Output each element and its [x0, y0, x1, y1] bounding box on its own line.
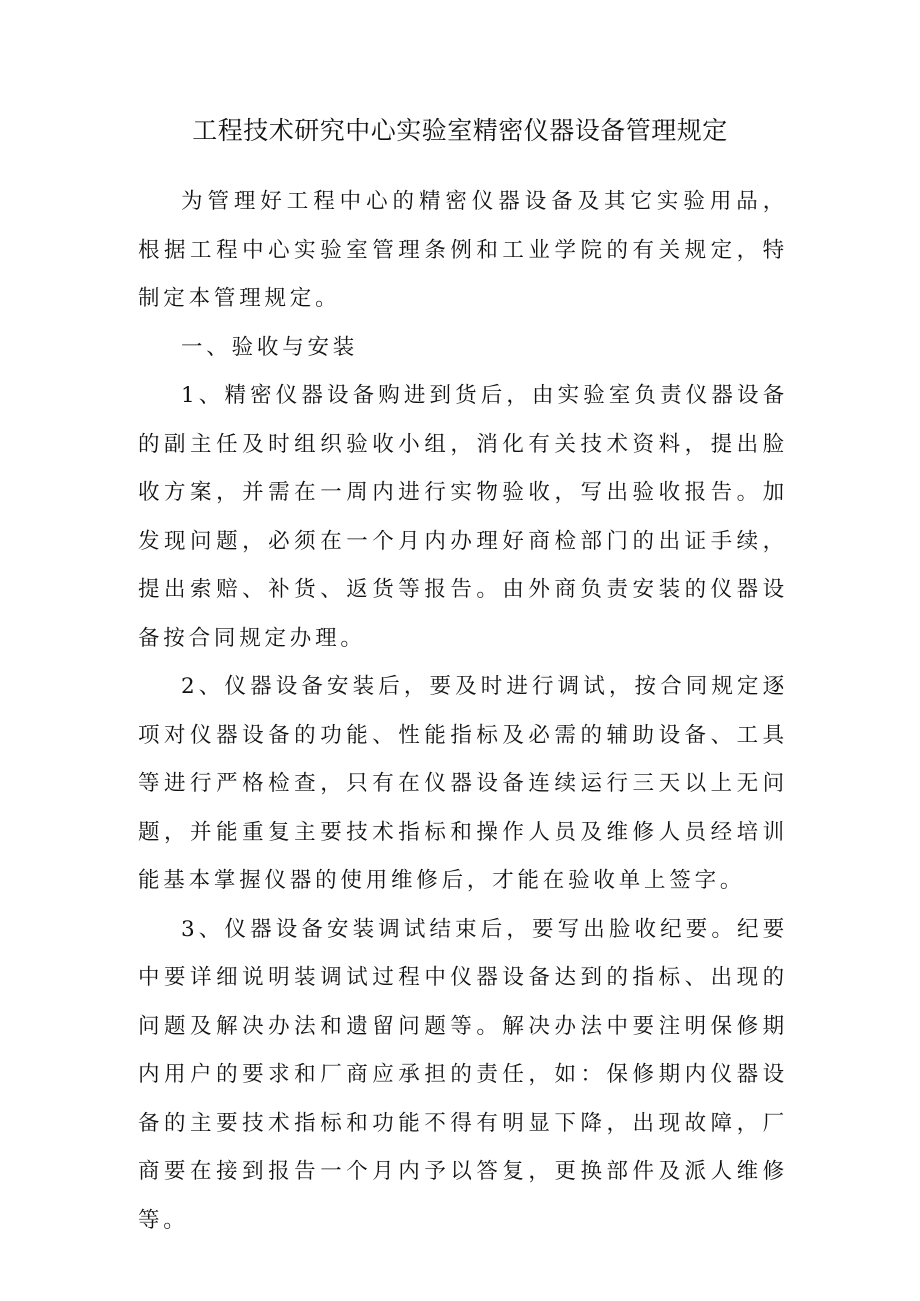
clause-3-paragraph: 3、仪器设备安装调试结束后，要写出脸收纪要。纪要中要详细说明装调试过程中仪器设备达到的指标、出现的问题及解决办法和遗留问题等。解决办法中要注明保修期内用户的要求和厂商应承担的责任，如：保修期内仪器设备的主要技术指标和功能不得有明显下降，出现故障，厂商要在接到报告一个月内予以答复，更换部件及派人维修等。 [138, 916, 788, 1233]
document-body [138, 178, 788, 1245]
clause-1-paragraph: 1、精密仪器设备购进到货后，由实验室负责仪器设备的副主任及时组织验收小组，消化有关技术资料，提出脸收方案，并需在一周内进行实物验收，写出验收报告。加发现问题，必须在一个月内办理好商检部门的出证手续，提出索赔、补货、返货等报告。由外商负责安装的仪器设备按合同规定办理。 [138, 383, 788, 651]
intro-paragraph: 为管理好工程中心的精密仪器设备及其它实验用品，根据工程中心实验室管理条例和工业学院的有关规定，特制定本管理规定。 [138, 189, 788, 311]
clause-2-paragraph: 2、仪器设备安装后，要及时进行调试，按合同规定逐项对仪器设备的功能、性能指标及必需的辅助设备、工具等进行严格检查，只有在仪器设备连续运行三天以上无问题，并能重复主要技术指标和操作人员及维修人员经培训能基本掌握仪器的使用维修后，才能在验收单上签字。 [138, 674, 788, 893]
document-title: 工程技术研究中心实验室精密仪器设备管理规定 [192, 116, 728, 145]
section-heading-acceptance: 一、验收与安装 [181, 334, 359, 360]
